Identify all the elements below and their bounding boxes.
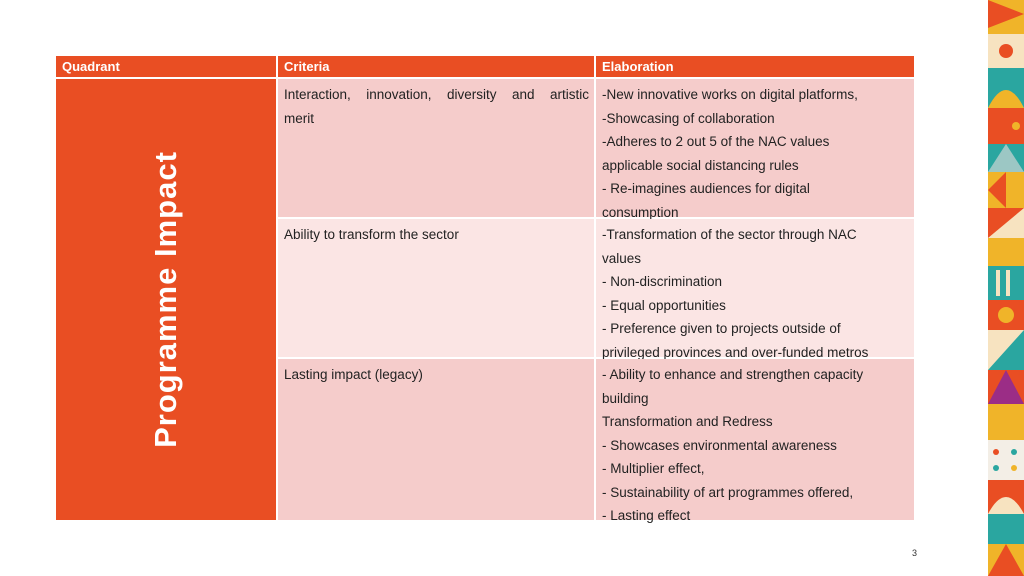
header-elaboration: Elaboration [596, 56, 914, 77]
elaboration-cell-1 [596, 79, 914, 220]
criteria-line: Lasting impact (legacy) [284, 367, 423, 382]
header-criteria: Criteria [278, 56, 594, 77]
page-number: 3 [912, 548, 918, 558]
elaboration-line: applicable social distancing rules [602, 157, 799, 173]
elaboration-line: consumption [602, 204, 679, 220]
elaboration-line: -Showcasing of collaboration [602, 110, 775, 126]
elaboration-line: - Multiplier effect, [602, 461, 705, 476]
quadrant-cell [56, 79, 276, 520]
elaboration-line: - Ability to enhance and strengthen capacity [602, 367, 864, 382]
decorative-pattern-strip [988, 0, 1024, 576]
elaboration-line: - Non-discrimination [602, 274, 723, 289]
criteria-line: merit [284, 110, 314, 126]
elaboration-cell-2 [596, 219, 914, 360]
elaboration-line: - Preference given to projects outside of [602, 321, 841, 336]
quadrant-label: Programme Impact [148, 151, 183, 448]
elaboration-line: Transformation and Redress [602, 414, 773, 429]
criteria-cell-1 [278, 79, 594, 217]
elaboration-cell-3 [596, 359, 914, 523]
criteria-cell-2 [278, 219, 594, 357]
header-quadrant: Quadrant [56, 56, 276, 77]
elaboration-line: values [602, 250, 642, 266]
elaboration-line: - Re-imagines audiences for digital [602, 181, 810, 196]
elaboration-line: -Adheres to 2 out 5 of the NAC values [602, 134, 830, 149]
criteria-cell-3 [278, 359, 594, 520]
elaboration-line: building [602, 390, 649, 406]
elaboration-line: - Sustainability of art programmes offered, [602, 484, 854, 500]
elaboration-line: -Transformation of the sector through NAC [602, 227, 857, 242]
elaboration-line: - Equal opportunities [602, 297, 726, 313]
elaboration-line: -New innovative works on digital platforms, [602, 87, 858, 102]
elaboration-line: - Showcases environmental awareness [602, 437, 837, 453]
criteria-line: Interaction, innovation, diversity and artistic [284, 87, 589, 102]
criteria-line: Ability to transform the sector [284, 227, 459, 242]
elaboration-line: - Lasting effect [602, 508, 691, 523]
elaboration-line: privileged provinces and over-funded metros [602, 344, 869, 360]
